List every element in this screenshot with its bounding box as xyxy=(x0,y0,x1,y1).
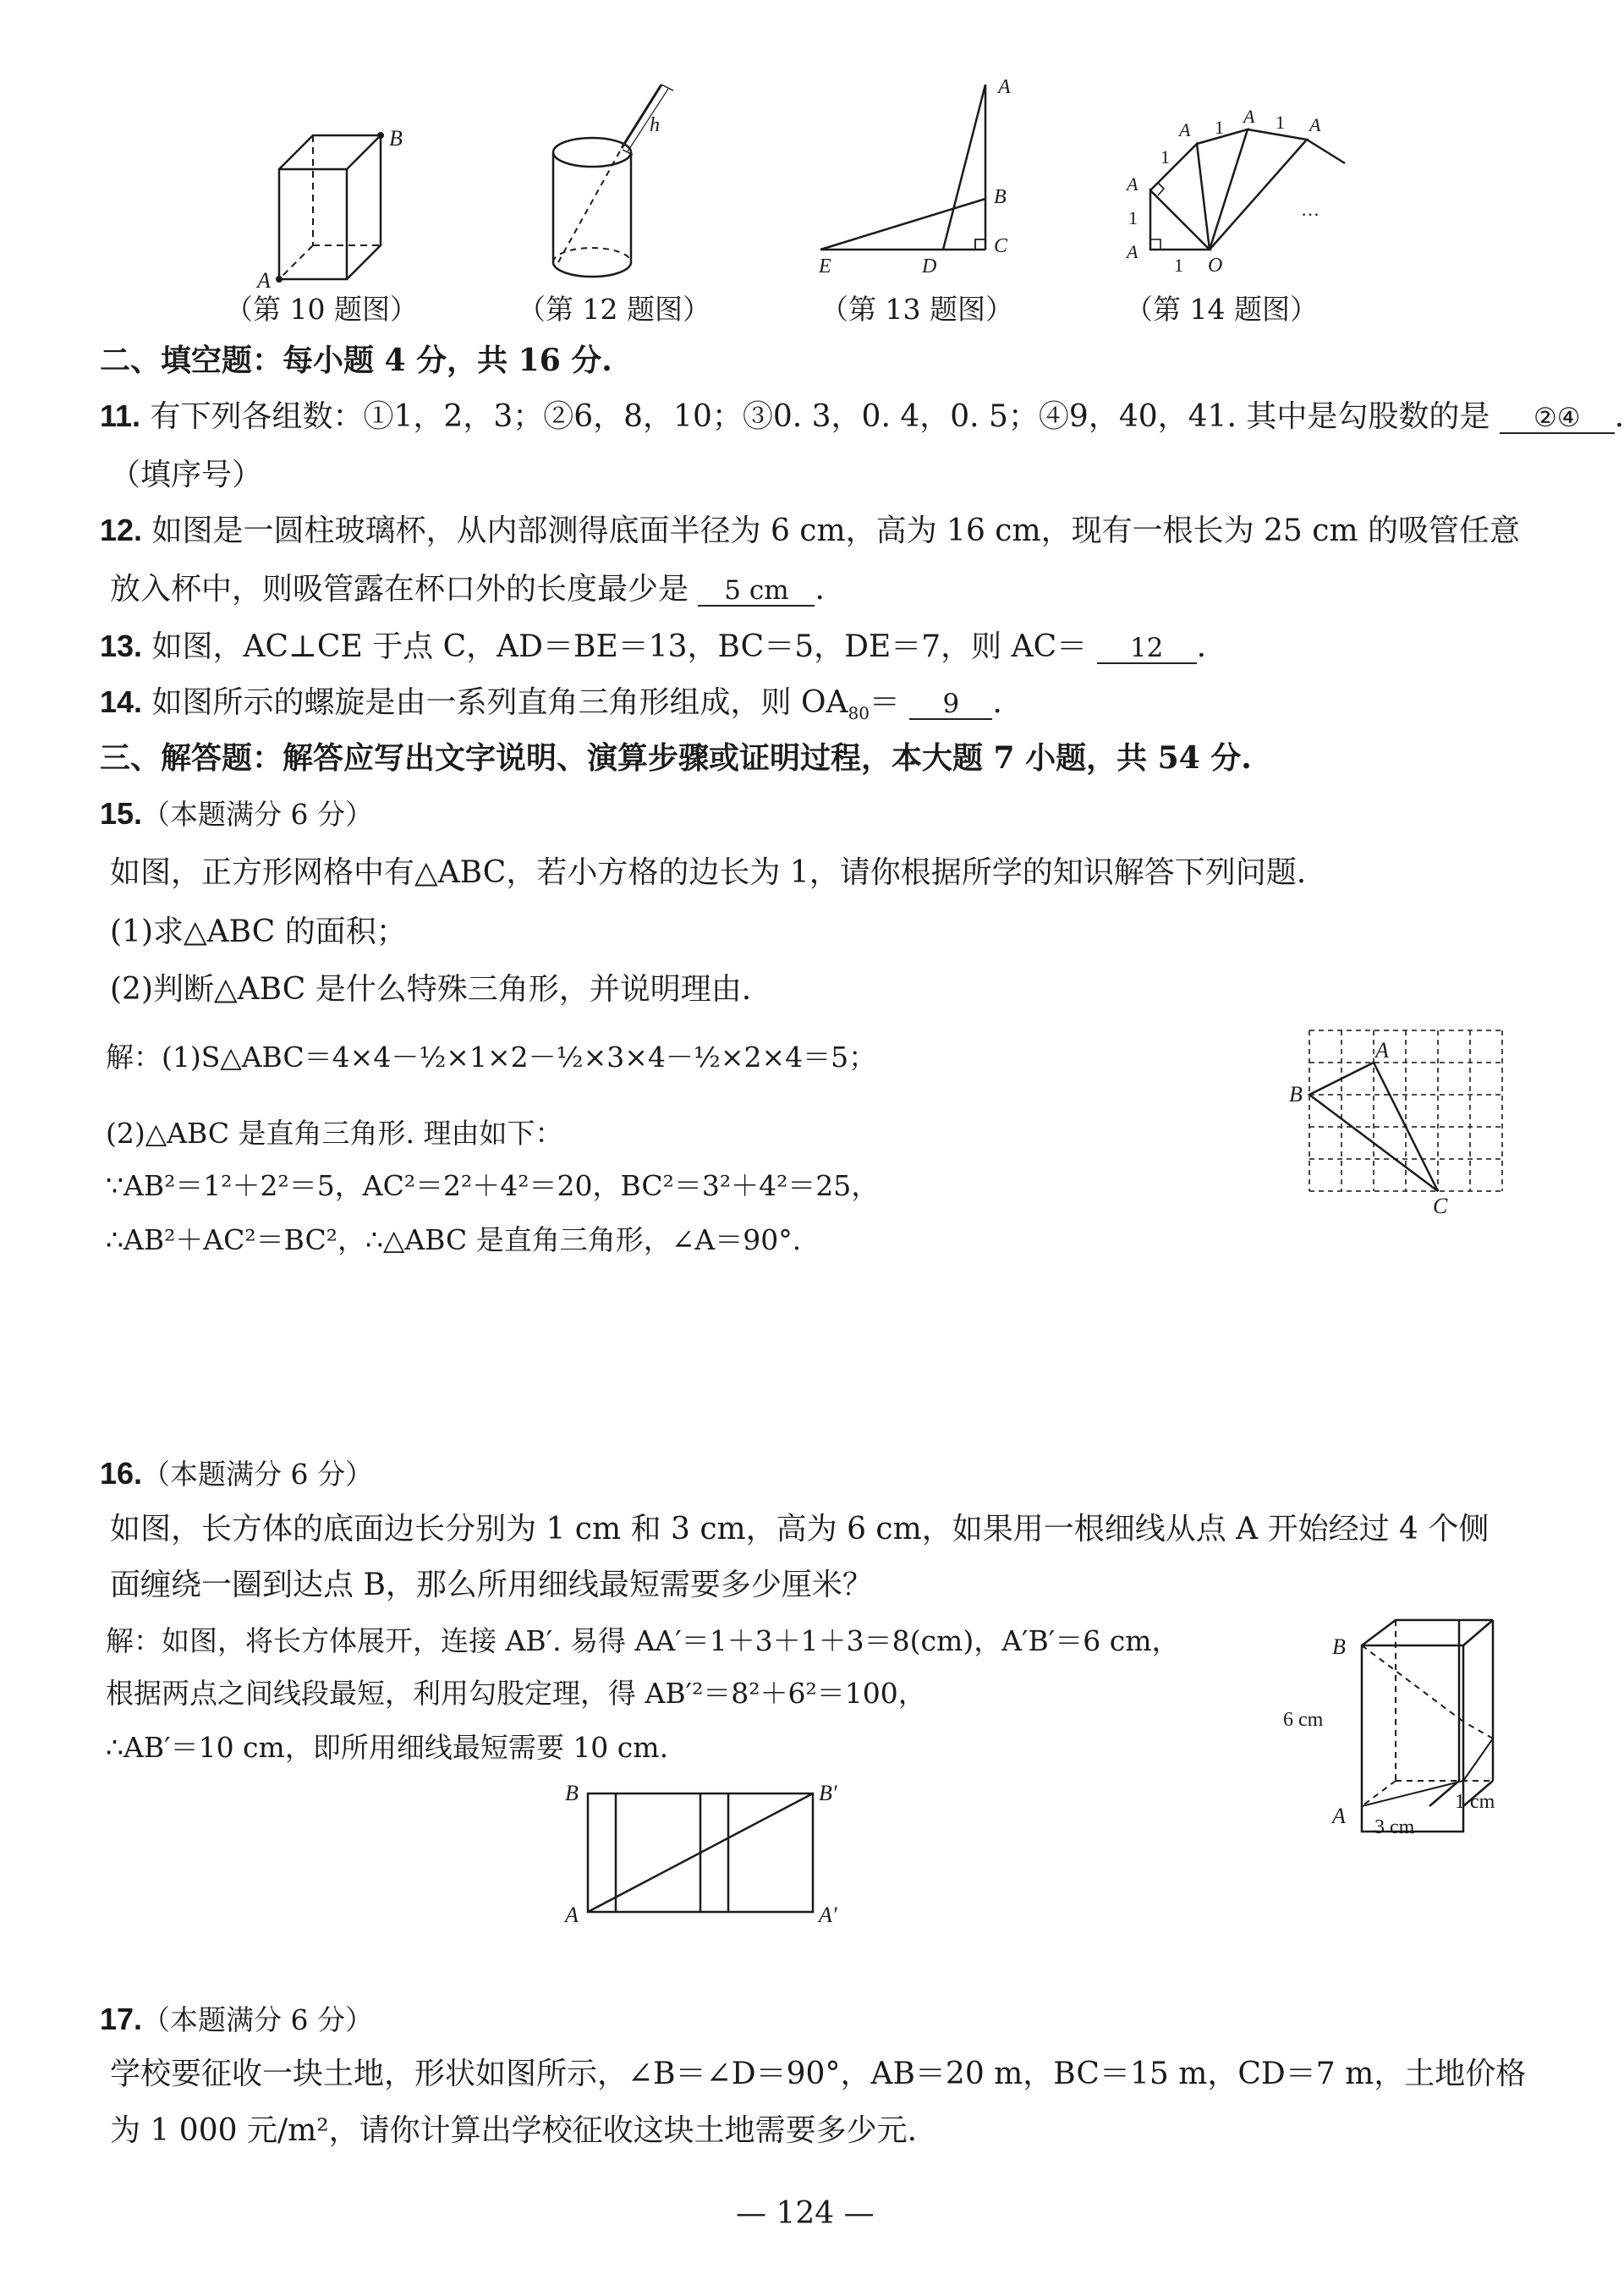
q16-line1: 如图，长方体的底面边长分别为 1 cm 和 3 cm，高为 6 cm，如果用一根细线从点 A 开始经过 4 个侧 xyxy=(110,1512,1490,1546)
q13 xyxy=(100,628,1206,665)
section2-heading: 二、填空题：每小题 4 分，共 16 分. xyxy=(100,343,612,378)
q12-end: . xyxy=(815,572,825,607)
q14-text-a: 如图所示的螺旋是由一系列直角三角形组成，则 OA xyxy=(151,685,848,720)
fig14-label-one-a: 1 xyxy=(1174,255,1183,276)
fig14-label-a4: A xyxy=(1309,114,1321,135)
figure-10 xyxy=(254,118,414,293)
q14-subscript: 80 xyxy=(848,703,870,724)
q11-number: 11. xyxy=(100,398,141,433)
q14-end: . xyxy=(992,685,1002,720)
q15-sol4: ∴AB²＋AC²＝BC²，∴△ABC 是直角三角形，∠A＝90°. xyxy=(106,1223,802,1256)
q16-sol3: ∴AB′＝10 cm，即所用细线最短需要 10 cm. xyxy=(106,1731,669,1764)
q16-net-label-b: B xyxy=(565,1781,579,1805)
fig14-label-dots: … xyxy=(1301,199,1320,220)
q15-grid-figure xyxy=(1286,1015,1514,1227)
q15-fig-label-a: A xyxy=(1375,1038,1389,1063)
fig14-label-one-c: 1 xyxy=(1160,146,1170,168)
q17-number: 17. xyxy=(100,2002,143,2036)
q16-score: （本题满分 6 分） xyxy=(142,1458,374,1491)
fig14-label-a1: A xyxy=(1127,173,1138,195)
q16-net-label-a: A xyxy=(565,1903,579,1927)
fig13-label-c: C xyxy=(994,235,1008,257)
fig14-label-one-d: 1 xyxy=(1215,117,1224,138)
q16-box-label-width: 3 cm xyxy=(1374,1816,1415,1838)
q15-fig-label-b: B xyxy=(1289,1082,1303,1107)
q16-sol2: 根据两点之间线段最短，利用勾股定理，得 AB′²＝8²＋6²＝100， xyxy=(106,1677,926,1710)
q11-answer-blank[interactable]: ②④ xyxy=(1500,404,1615,434)
q12-line1: 如图是一圆柱玻璃杯，从内部测得底面半径为 6 cm，高为 16 cm，现有一根长为 25 cm 的吸管任意 xyxy=(151,514,1521,548)
q15-sol1: 解：(1)S△ABC＝4×4－½×1×2－½×3×4－½×2×4＝5； xyxy=(106,1041,877,1074)
page-number: — 124 — xyxy=(736,2196,875,2231)
q15-sol2: (2)△ABC 是直角三角形. 理由如下： xyxy=(106,1117,563,1150)
section3-heading: 三、解答题：解答应写出文字说明、演算步骤或证明过程，本大题 7 小题，共 54 分. xyxy=(100,740,1252,776)
q16-line2: 面缠绕一圈到达点 B，那么所用细线最短需要多少厘米？ xyxy=(110,1568,873,1602)
q15-number: 15. xyxy=(100,796,143,831)
q14-answer-blank[interactable]: 9 xyxy=(909,689,992,720)
q17-line1: 学校要征收一块土地，形状如图所示，∠B＝∠D＝90°，AB＝20 m，BC＝15 m，CD＝7 m，土地价格 xyxy=(110,2057,1527,2091)
q14 xyxy=(100,684,1002,723)
q17-score: （本题满分 6 分） xyxy=(142,2003,374,2036)
figure-10-caption: （第 10 题图） xyxy=(225,293,418,326)
q13-end: . xyxy=(1196,629,1207,664)
q16-box-label-height: 6 cm xyxy=(1283,1709,1324,1731)
figure-14 xyxy=(1116,106,1362,275)
q17-line2: 为 1 000 元/m²，请你计算出学校征收这块土地需要多少元. xyxy=(110,2113,918,2148)
q16-box-label-depth: 1 cm xyxy=(1455,1791,1495,1813)
q15-sol3: ∵AB²＝1²＋2²＝5，AC²＝2²＋4²＝20，BC²＝3²＋4²＝25， xyxy=(106,1169,880,1202)
q15-part2: (2)判断△ABC 是什么特殊三角形，并说明理由. xyxy=(110,972,752,1007)
fig14-label-o: O xyxy=(1208,255,1223,277)
fig14-label-a2: A xyxy=(1179,119,1191,140)
q11 xyxy=(100,398,1624,435)
q11-text: 有下列各组数：①1，2，3；②6，8，10；③0. 3，0. 4，0. 5；④9，40，41. 其中是勾股数的是 xyxy=(150,399,1490,434)
q14-text-b: ＝ xyxy=(869,685,900,720)
fig12-label-h: h xyxy=(650,114,660,136)
q15-score: （本题满分 6 分） xyxy=(142,798,374,831)
fig13-label-b: B xyxy=(994,186,1007,208)
q16-sol1: 解：如图，将长方体展开，连接 AB′. 易得 AA′＝1＋3＋1＋3＝8(cm)，A′B′＝6 cm， xyxy=(106,1624,1180,1657)
q11-line2: （填序号） xyxy=(110,458,263,492)
q16-net-label-b-prime: B′ xyxy=(819,1781,837,1805)
fig14-label-a0: A xyxy=(1127,241,1138,262)
fig10-label-a: A xyxy=(257,268,271,293)
q17-header xyxy=(100,2001,373,2038)
q12-second-line xyxy=(110,571,825,607)
figure-13-caption: （第 13 题图） xyxy=(820,293,1013,326)
q11-end: . xyxy=(1614,399,1624,434)
q15-fig-label-c: C xyxy=(1433,1194,1448,1218)
q16-number: 16. xyxy=(100,1456,143,1491)
q15-part1: (1)求△ABC 的面积； xyxy=(110,915,407,949)
figure-13 xyxy=(812,76,1032,279)
fig14-label-one-b: 1 xyxy=(1128,207,1138,228)
q12-line2: 放入杯中，则吸管露在杯口外的长度最少是 xyxy=(110,572,689,607)
q15-header xyxy=(100,795,373,832)
q12 xyxy=(100,512,1520,549)
fig13-label-d: D xyxy=(922,255,937,277)
figure-12-caption: （第 12 题图） xyxy=(518,293,710,326)
q13-text: 如图，AC⊥CE 于点 C，AD＝BE＝13，BC＝5，DE＝7，则 AC＝ xyxy=(151,629,1088,664)
q16-net-figure xyxy=(558,1777,837,1937)
figure-14-caption: （第 14 题图） xyxy=(1125,293,1318,326)
q16-net-label-a-prime: A′ xyxy=(819,1903,837,1927)
q16-header xyxy=(100,1455,373,1492)
q13-answer-blank[interactable]: 12 xyxy=(1097,634,1197,664)
q12-number: 12. xyxy=(100,513,143,547)
q15-line1: 如图，正方形网格中有△ABC，若小方格的边长为 1，请你根据所学的知识解答下列问题. xyxy=(110,855,1307,890)
q14-number: 14. xyxy=(100,684,143,719)
fig14-label-a3: A xyxy=(1243,106,1255,127)
q13-number: 13. xyxy=(100,629,143,663)
fig10-label-b: B xyxy=(389,126,403,151)
fig13-label-e: E xyxy=(819,255,831,277)
q16-box-figure xyxy=(1281,1612,1527,1840)
fig13-label-a: A xyxy=(998,76,1011,98)
q16-box-label-a: A xyxy=(1332,1804,1346,1828)
figure-12 xyxy=(550,80,702,283)
q16-box-label-b: B xyxy=(1332,1634,1346,1659)
fig14-label-one-e: 1 xyxy=(1276,112,1285,133)
q12-answer-blank[interactable]: 5 cm xyxy=(698,576,815,607)
